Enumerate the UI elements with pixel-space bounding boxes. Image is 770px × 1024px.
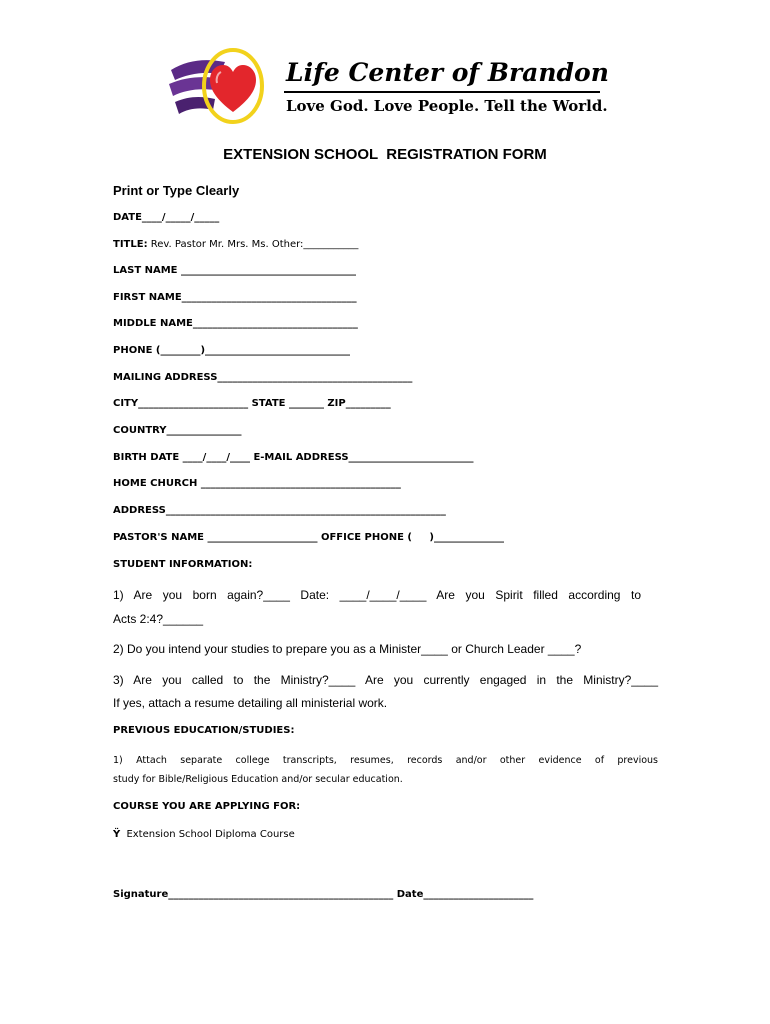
heart-logo-icon <box>165 44 275 128</box>
date-field[interactable]: DATE____/_____/_____ <box>113 212 220 223</box>
resume-instruction: If yes, attach a resume detailing all ministerial work. <box>113 696 388 710</box>
course-option[interactable] <box>113 829 295 840</box>
checkbox-bullet-icon[interactable]: Ÿ <box>113 829 121 840</box>
form-title: EXTENSION SCHOOL REGISTRATION FORM <box>223 146 547 163</box>
question-born-again[interactable]: 1) Are you born again?____ Date: ____/____/____ Are you Spirit filled according to <box>113 588 641 602</box>
question-called-ministry[interactable]: 3) Are you called to the Ministry?____ Are you currently engaged in the Ministry?____ <box>113 673 658 687</box>
question-studies-intent[interactable]: 2) Do you intend your studies to prepare you as a Minister____ or Church Leader ____? <box>113 642 582 656</box>
signature-date-line[interactable]: Signature_____________________________________________ Date______________________ <box>113 889 534 900</box>
course-heading: COURSE YOU ARE APPLYING FOR: <box>113 801 301 812</box>
home-church-field[interactable]: HOME CHURCH ________________________________________ <box>113 478 401 489</box>
middle-name-field[interactable]: MIDDLE NAME_________________________________ <box>113 318 358 329</box>
education-instruction-line1: 1) Attach separate college transcripts, resumes, records and/or other evidence of previous <box>113 755 658 766</box>
title-field[interactable] <box>113 239 358 250</box>
phone-field[interactable]: PHONE (________)_____________________________ <box>113 345 351 356</box>
organization-name: Life Center of Brandon <box>286 58 609 87</box>
title-label: TITLE: <box>113 239 148 250</box>
pastor-phone-field[interactable]: PASTOR'S NAME ______________________ OFFICE PHONE ( )______________ <box>113 532 504 543</box>
education-instruction-line2: study for Bible/Religious Education and/or secular education. <box>113 774 403 785</box>
church-address-field[interactable]: ADDRESS________________________________________________________ <box>113 505 446 516</box>
previous-education-heading: PREVIOUS EDUCATION/STUDIES: <box>113 725 295 736</box>
organization-logo <box>165 44 275 128</box>
birth-date-email-field[interactable]: BIRTH DATE ____/____/____ E-MAIL ADDRESS_________________________ <box>113 452 474 463</box>
last-name-field[interactable]: LAST NAME ___________________________________ <box>113 265 356 276</box>
first-name-field[interactable]: FIRST NAME___________________________________ <box>113 292 357 303</box>
city-state-zip-field[interactable]: CITY______________________ STATE _______ ZIP_________ <box>113 398 391 409</box>
course-option-label: Extension School Diploma Course <box>126 829 295 840</box>
country-field[interactable]: COUNTRY_______________ <box>113 425 242 436</box>
mailing-address-field[interactable]: MAILING ADDRESS_______________________________________ <box>113 372 413 383</box>
organization-tagline: Love God. Love People. Tell the World. <box>286 97 608 115</box>
question-acts-line[interactable]: Acts 2:4?______ <box>113 612 204 626</box>
print-instruction: Print or Type Clearly <box>113 183 240 198</box>
student-info-heading: STUDENT INFORMATION: <box>113 559 253 570</box>
header-divider <box>284 91 600 93</box>
title-options: Rev. Pastor Mr. Mrs. Ms. Other:___________ <box>147 239 359 250</box>
